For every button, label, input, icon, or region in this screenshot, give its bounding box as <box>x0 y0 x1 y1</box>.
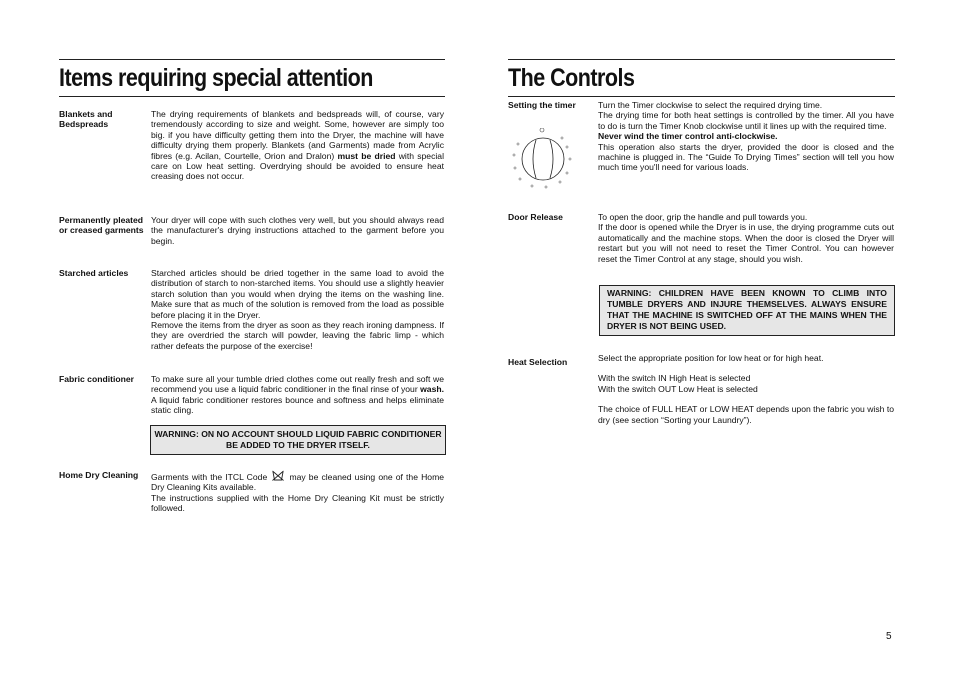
warning-box-fabric-conditioner: WARNING: ON NO ACCOUNT SHOULD LIQUID FABRIC CONDITIONER BE ADDED TO THE DRYER ITSELF. <box>150 425 446 455</box>
section-text: Turn the Timer clockwise to select the required drying time. The drying time for both heat settings is controlled by the timer. All you have to do is turn the Timer Knob clockwise until it lines up with the required time. Never wind the timer control anti-clockwise. This operation also starts the dryer, provided the door is closed and the machine is plugged in. The “Guide To Drying Times” section will tell you how much time you'll need for various loads. <box>598 100 894 173</box>
section-label: Home Dry Cleaning <box>59 470 139 480</box>
left-column <box>59 59 445 514</box>
section-label: Permanently pleated or creased garments <box>59 215 144 236</box>
title-rule <box>508 96 895 97</box>
section-label: Heat Selection <box>508 357 568 367</box>
section-text: Starched articles should be dried together in the same load to avoid the distribution of starch to non-starched items. You should use a slightly heavier starch solution than you would when drying the items on the washing line. Make sure that as much of the solution is removed from the load as possible before placing it in the Dryer. Remove the items from the dryer as soon as they reach ironing dampness. If they are overdried the starch will powder, leaving the fabric limp - which rather defeats the purpose of the exercise! <box>151 268 444 351</box>
warning-box-children: WARNING: CHILDREN HAVE BEEN KNOWN TO CLIMB INTO TUMBLE DRYERS AND INJURE THEMSELVES. ALWAYS ENSURE THAT THE MACHINE IS SWITCHED OFF AT THE MAINS WHEN THE DRYER IS NOT BEING USED. <box>599 285 895 336</box>
section-text: Garments with the ITCL Code may be cleaned using one of the Home Dry Cleaning Kits available. The instructions supplied with the Home Dry Cleaning Kit must be strictly followed. <box>151 472 445 514</box>
section-label: Door Release <box>508 212 563 222</box>
page-number: 5 <box>886 631 892 642</box>
section-text: The drying requirements of blankets and bedspreads will, of course, vary tremendously according to size and weight. Some, however are simply too big. if you have difficulty getting them into the Dryer, the machine will have difficulty drying them properly. Blankets (and Garments) made from Acrylic fibres (e.g. Acilan, Courtelle, Orion and Dralon) must be dried with special care on Low heat setting. Overdrying should be avoided to ensure heat creasing does not occur. <box>151 109 444 182</box>
itcl-crossed-tub-icon <box>272 470 284 481</box>
right-column <box>508 59 895 425</box>
section-label: Setting the timer <box>508 100 576 110</box>
section-label: Blankets and Bedspreads <box>59 109 113 130</box>
timer-dial-icon <box>508 128 578 195</box>
top-rule <box>508 59 895 60</box>
section-text: To make sure all your tumble dried clothes come out really fresh and soft we recommend you use a liquid fabric conditioner in the final rinse of your wash. A liquid fabric conditioner restores bounce and softness and helps eliminate static cling. <box>151 374 444 416</box>
section-label: Fabric conditioner <box>59 374 134 384</box>
title-rule <box>59 96 445 97</box>
section-label: Starched articles <box>59 268 129 278</box>
page-title-left: Items requiring special attention <box>59 64 373 92</box>
section-text: Select the appropriate position for low heat or for high heat. With the switch IN High Heat is selected With the switch OUT Low Heat is selected The choice of FULL HEAT or LOW HEAT depends upon the fabric you wish to dry (see section “Sorting your Laundry”). <box>598 353 894 425</box>
page-title-right: The Controls <box>508 64 635 92</box>
section-text: To open the door, grip the handle and pull towards you. If the door is opened while the Dryer is in use, the drying programme cuts out automatically and the machine stops. When the door is closed the Dryer will restart but you will not need to reset the Timer Control. You can however reset the Timer Control at any stage, should you wish. <box>598 212 894 264</box>
section-text: Your dryer will cope with such clothes very well, but you should always read the manufacturer's drying instructions attached to the garment before you begin. <box>151 215 444 246</box>
top-rule <box>59 59 445 60</box>
